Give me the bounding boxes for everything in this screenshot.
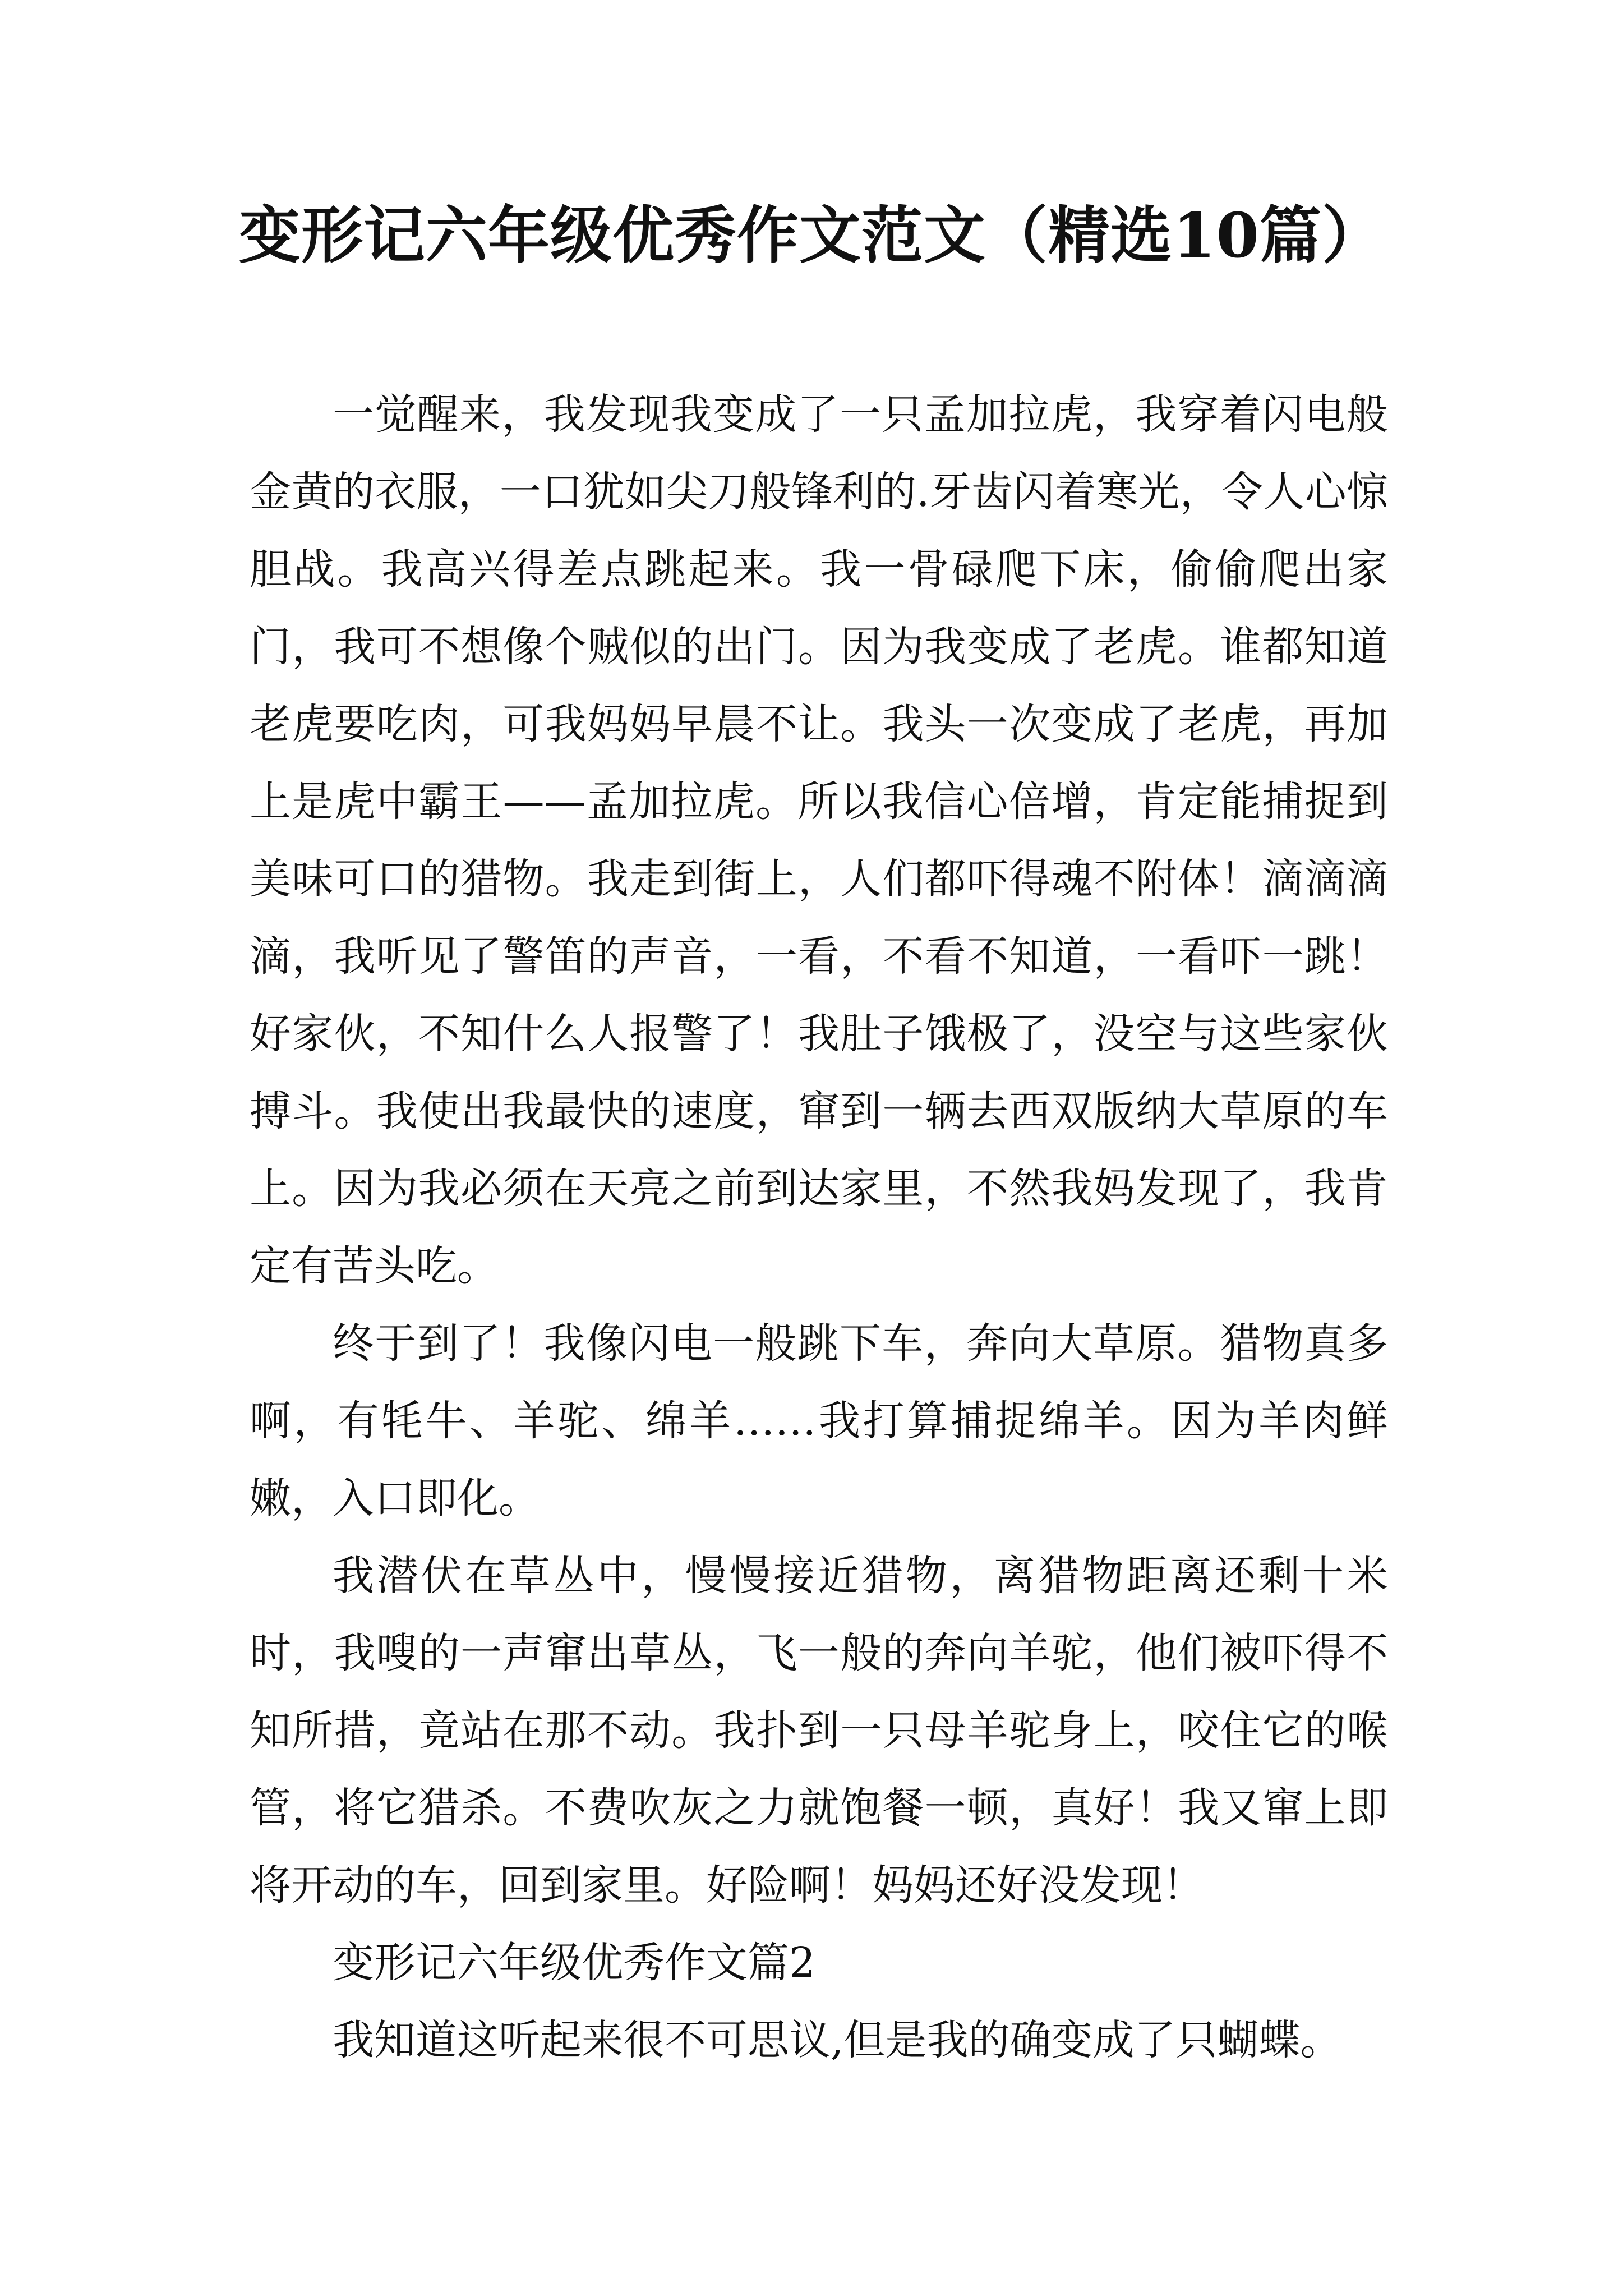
paragraph-2: 终于到了！我像闪电一般跳下车，奔向大草原。猎物真多啊，有牦牛、羊驼、绵羊……我打算捕捉绵羊。因为羊肉鲜嫩，入口即化。	[250, 1319, 1388, 1522]
paragraph-3: 我潜伏在草丛中，慢慢接近猎物，离猎物距离还剩十米时，我嗖的一声窜出草丛，飞一般的奔向羊驼，他们被吓得不知所措，竟站在那不动。我扑到一只母羊驼身上，咬住它的喉管，将它猎杀。不费吹灰之力就饱餐一顿，真好！我又窜上即将开动的车，回到家里。好险啊！妈妈还好没发现！	[250, 1552, 1388, 1910]
document-title: 变形记六年级优秀作文范文（精选10篇）	[238, 199, 1385, 272]
paragraph-4: 我知道这听起来很不可思议,但是我的确变成了只蝴蝶。	[333, 2016, 1342, 2064]
section-heading: 变形记六年级优秀作文篇2	[333, 1939, 816, 1987]
paragraph-1: 一觉醒来，我发现我变成了一只孟加拉虎，我穿着闪电般金黄的衣服，一口犹如尖刀般锋利的.牙齿闪着寒光，令人心惊胆战。我高兴得差点跳起来。我一骨碌爬下床，偷偷爬出家门，我可不想像个贼似的出门。因为我变成了老虎。谁都知道老虎要吃肉，可我妈妈早晨不让。我头一次变成了老虎，再加上是虎中霸王——孟加拉虎。所以我信心倍增，肯定能捕捉到美味可口的猎物。我走到街上，人们都吓得魂不附体！滴滴滴滴，我听见了警笛的声音，一看，不看不知道，一看吓一跳！好家伙，不知什么人报警了！我肚子饿极了，没空与这些家伙搏斗。我使出我最快的速度，窜到一辆去西双版纳大草原的车上。因为我必须在天亮之前到达家里，不然我妈发现了，我肯定有苦头吃。	[250, 390, 1388, 1290]
document-body	[250, 376, 1388, 2079]
